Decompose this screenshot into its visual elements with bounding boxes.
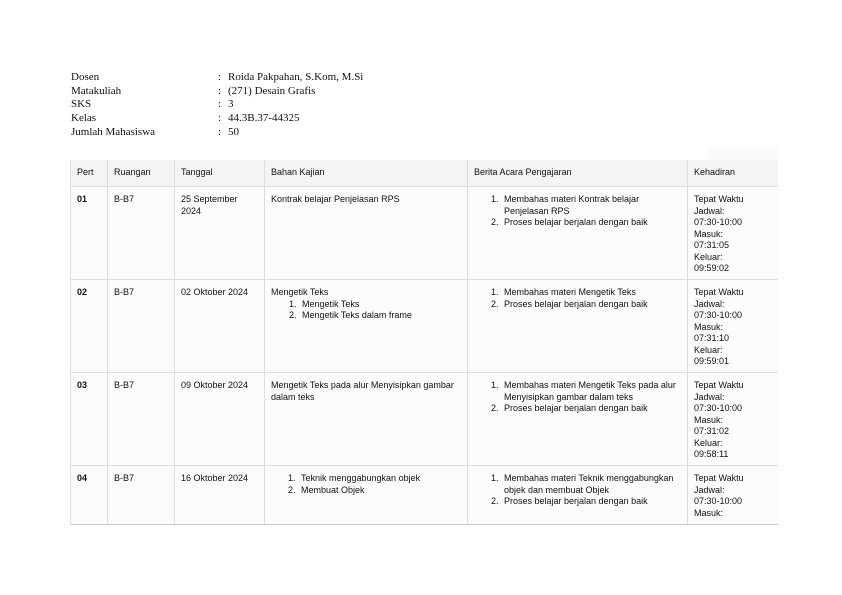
course-info [71, 71, 363, 140]
cell-pert: 01 [71, 187, 108, 280]
kehadiran-keluar-label: Keluar: [694, 251, 723, 262]
info-label: SKS [71, 98, 92, 111]
kehadiran-jadwal: 07:30-10:00 [694, 217, 743, 227]
list-item: 1. Membahas materi Mengetik Teks pada alur Menyisipkan gambar dalam teks [501, 380, 681, 403]
info-value: Roida Pakpahan, S.Kom, M.Si [228, 71, 364, 83]
cell-kehadiran [688, 373, 779, 466]
cell-bahan-kajian [265, 466, 468, 526]
list-item: 2. Mengetik Teks dalam frame [299, 310, 461, 322]
info-separator: : [218, 125, 222, 138]
info-label: Matakuliah [71, 84, 122, 97]
kehadiran-masuk: 07:31:02 [694, 426, 730, 436]
berita-list [474, 473, 681, 508]
attendance-table [70, 160, 778, 525]
info-label: Kelas [71, 112, 97, 125]
kehadiran-status: Tepat Waktu [694, 194, 744, 204]
cell-ruangan: B-B7 [108, 280, 175, 373]
cell-tanggal: 02 Oktober 2024 [175, 280, 265, 373]
header-shade [708, 146, 778, 160]
info-label: Dosen [71, 71, 100, 83]
kehadiran-masuk-label: Masuk: [694, 414, 724, 425]
table-row [71, 187, 779, 280]
info-separator: : [218, 112, 222, 125]
list-item: 1. Membahas materi Teknik menggabungkan objek dan membuat Objek [501, 473, 681, 496]
list-item: 2. Proses belajar berjalan dengan baik [501, 217, 681, 229]
berita-list [474, 194, 681, 229]
header-pert: Pert [71, 160, 108, 187]
info-value: 44.3B.37-44325 [228, 112, 300, 125]
bahan-text: Mengetik Teks [271, 287, 329, 297]
list-item: 1. Mengetik Teks [299, 299, 461, 311]
kehadiran-status: Tepat Waktu [694, 473, 744, 483]
kehadiran-masuk-label: Masuk: [694, 228, 724, 239]
info-value: (271) Desain Grafis [228, 84, 316, 97]
cell-kehadiran [688, 187, 779, 280]
cell-pert: 02 [71, 280, 108, 373]
list-item: 1. Membahas materi Mengetik Teks [501, 287, 681, 299]
info-value: 50 [228, 125, 239, 138]
cell-kehadiran [688, 466, 779, 526]
kehadiran-jadwal-label: Jadwal: [694, 391, 725, 402]
header-berita-acara: Berita Acara Pengajaran [468, 160, 688, 187]
berita-list [474, 287, 681, 310]
kehadiran-keluar: 09:59:01 [694, 356, 730, 366]
kehadiran-status: Tepat Waktu [694, 287, 744, 297]
table-row [71, 280, 779, 373]
info-row-kelas [71, 112, 363, 126]
kehadiran-status: Tepat Waktu [694, 380, 744, 390]
info-row-dosen [71, 71, 363, 85]
attendance-table-container [70, 160, 778, 525]
kehadiran-keluar-label: Keluar: [694, 437, 723, 448]
info-label: Jumlah Mahasiswa [71, 125, 156, 138]
info-separator: : [218, 84, 222, 97]
header-kehadiran: Kehadiran [688, 160, 779, 187]
kehadiran-jadwal: 07:30-10:00 [694, 310, 743, 320]
berita-list [474, 380, 681, 415]
table-row [71, 373, 779, 466]
cell-kehadiran [688, 280, 779, 373]
header-tanggal: Tanggal [175, 160, 265, 187]
list-item: 2. Proses belajar berjalan dengan baik [501, 403, 681, 415]
kehadiran-jadwal: 07:30-10:00 [694, 403, 743, 413]
cell-tanggal: 16 Oktober 2024 [175, 466, 265, 526]
bahan-list [271, 299, 461, 322]
list-item: 1. Membahas materi Kontrak belajar Penjelasan RPS [501, 194, 681, 217]
info-value: 3 [228, 98, 234, 111]
table-row [71, 466, 779, 526]
info-row-jumlah-mahasiswa [71, 126, 363, 140]
info-row-matakuliah [71, 85, 363, 99]
list-item: 2. Proses belajar berjalan dengan baik [501, 299, 681, 311]
cell-bahan-kajian [265, 280, 468, 373]
kehadiran-jadwal: 07:30-10:00 [694, 496, 743, 506]
list-item: 1. Teknik menggabungkan objek [298, 473, 461, 485]
cell-tanggal: 09 Oktober 2024 [175, 373, 265, 466]
bahan-list [271, 473, 461, 496]
cell-berita-acara [468, 373, 688, 466]
cell-ruangan: B-B7 [108, 187, 175, 280]
cell-ruangan: B-B7 [108, 373, 175, 466]
cell-tanggal: 25 September 2024 [175, 187, 265, 280]
info-row-sks [71, 98, 363, 112]
info-separator: : [218, 71, 222, 83]
kehadiran-jadwal-label: Jadwal: [694, 205, 725, 216]
cell-berita-acara [468, 187, 688, 280]
cell-berita-acara [468, 280, 688, 373]
kehadiran-jadwal-label: Jadwal: [694, 484, 725, 495]
header-ruangan: Ruangan [108, 160, 175, 187]
cell-pert: 03 [71, 373, 108, 466]
list-item: 2. Proses belajar berjalan dengan baik [501, 496, 681, 508]
cell-berita-acara [468, 466, 688, 526]
kehadiran-masuk: 07:31:10 [694, 333, 730, 343]
kehadiran-keluar: 09:59:02 [694, 263, 730, 273]
cell-bahan-kajian [265, 187, 468, 280]
kehadiran-keluar-label: Keluar: [694, 344, 723, 355]
table-header-row [71, 160, 779, 187]
info-separator: : [218, 98, 222, 111]
bahan-text: Mengetik Teks pada alur Menyisipkan gambar dalam teks [271, 380, 454, 402]
kehadiran-keluar: 09:58:11 [694, 449, 729, 459]
cell-pert: 04 [71, 466, 108, 526]
header-bahan-kajian: Bahan Kajian [265, 160, 468, 187]
cell-bahan-kajian [265, 373, 468, 466]
cell-ruangan: B-B7 [108, 466, 175, 526]
kehadiran-masuk-label: Masuk: [694, 321, 724, 332]
kehadiran-jadwal-label: Jadwal: [694, 298, 725, 309]
list-item: 2. Membuat Objek [298, 485, 461, 497]
kehadiran-masuk: 07:31:05 [694, 240, 730, 250]
bahan-text: Kontrak belajar Penjelasan RPS [271, 194, 400, 204]
kehadiran-masuk-label: Masuk: [694, 507, 724, 518]
